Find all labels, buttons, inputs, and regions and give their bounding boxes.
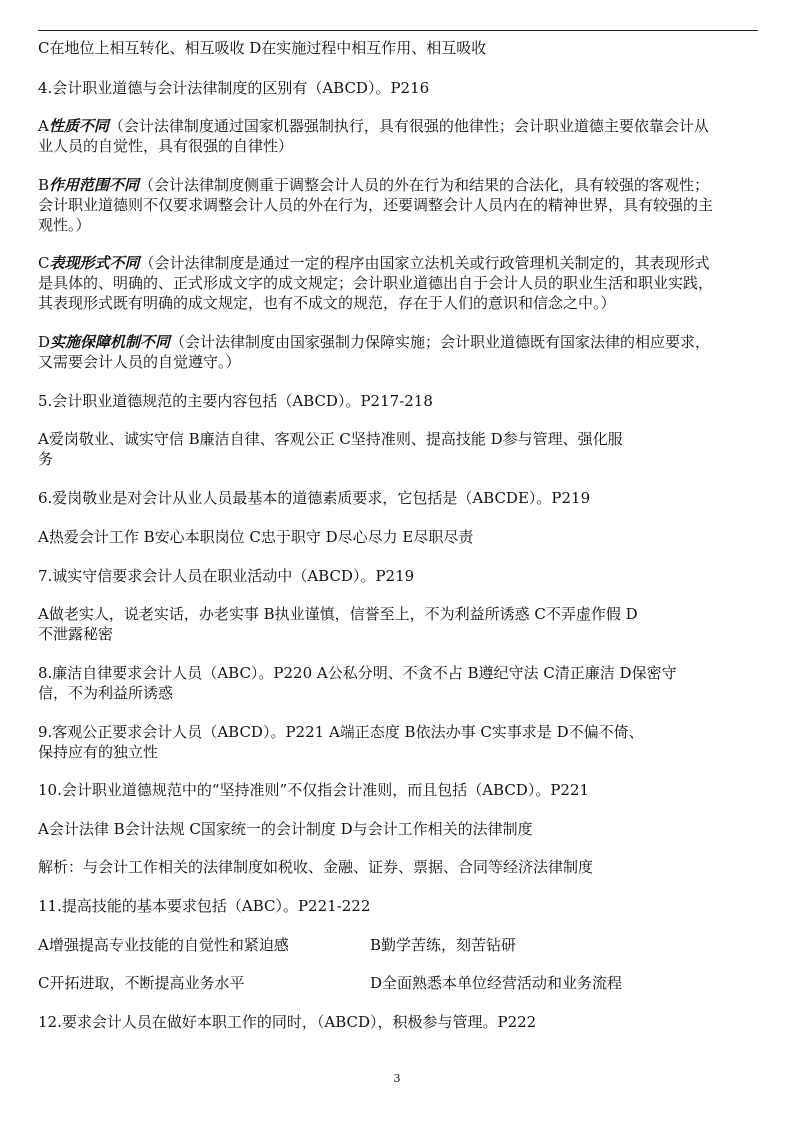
- question-8-text-continued: 信，不为利益所诱惑: [38, 684, 174, 702]
- question-6-options: [38, 527, 758, 547]
- question-4-option-d: [38, 332, 758, 372]
- question-10-options: [38, 819, 758, 839]
- question-4-option-b: [38, 175, 758, 235]
- question-9: [38, 722, 758, 762]
- question-10-text: 10.会计职业道德规范中的“坚持准则”不仅指会计准则，而且包括（ABCD）。P221: [38, 781, 590, 799]
- question-7: [38, 566, 758, 586]
- question-4-option-c: [38, 253, 758, 313]
- options-line-continued: 不泄露秘密: [38, 625, 114, 643]
- option-text-continued: 又需要会计人员的自觉遵守。）: [38, 353, 241, 371]
- question-6-text: 6.爱岗敬业是对会计从业人员最基本的道德素质要求，它包括是（ABCDE）。P219: [38, 489, 591, 507]
- option-label: A: [38, 117, 49, 135]
- question-8: [38, 663, 758, 703]
- question-9-text-continued: 保持应有的独立性: [38, 743, 159, 761]
- question-8-text: 8.廉洁自律要求会计人员（ABC）。P220 A公私分明、不贪不占 B遵纪守法 C清正廉洁 D保密守: [38, 664, 677, 682]
- question-11-options-cd: [38, 973, 758, 993]
- question-4-text: 4.会计职业道德与会计法律制度的区别有（ABCD）。P216: [38, 79, 430, 97]
- option-text-continued: 是具体的、明确的、正式形成文字的成文规定；会计职业道德出自于会计人员的职业生活和职业实践，: [38, 274, 714, 292]
- options-line: A会计法律 B会计法规 C国家统一的会计制度 D与会计工作相关的法律制度: [38, 820, 533, 838]
- option-d: D全面熟悉本单位经营活动和业务流程: [370, 974, 623, 992]
- option-text-continued: 业人员的自觉性，具有很强的自律性）: [38, 137, 294, 155]
- option-text: （会计法律制度是通过一定的程序由国家立法机关或行政管理机关制定的，其表现形式: [139, 254, 710, 272]
- option-keyword: 实施保障机制不同: [50, 333, 171, 351]
- option-label: B: [38, 176, 50, 194]
- page-number: 3: [393, 1072, 401, 1085]
- option-text-continued: 其表现形式既有明确的成文规定，也有不成文的规范，存在于人们的意识和信念之中。）: [38, 294, 616, 312]
- option-c: C开拓进取，不断提高业务水平: [38, 974, 245, 992]
- question-5-text: 5.会计职业道德规范的主要内容包括（ABCD）。P217-218: [38, 392, 433, 410]
- question-7-options: [38, 604, 758, 644]
- question-4: [38, 78, 758, 98]
- options-line: A做老实人，说老实话，办老实事 B执业谨慎，信誉至上，不为利益所诱惑 C不弄虚作假 D: [38, 605, 638, 623]
- option-text-continued: 会计职业道德则不仅要求调整会计人员的外在行为，还要调整会计人员内在的精神世界，具有较强的主: [38, 196, 714, 214]
- question-12: [38, 1012, 758, 1032]
- question-11-text: 11.提高技能的基本要求包括（ABC）。P221-222: [38, 897, 371, 915]
- question-10-note: [38, 857, 758, 877]
- option-label: D: [38, 333, 51, 351]
- option-text: （会计法律制度通过国家机器强制执行，具有很强的他律性；会计职业道德主要依靠会计从: [108, 117, 709, 135]
- options-line: A热爱会计工作 B安心本职岗位 C忠于职守 D尽心尽力 E尽职尽责: [38, 528, 474, 546]
- line-options-cd: C在地位上相互转化、相互吸收 D在实施过程中相互作用、相互吸收: [38, 39, 487, 57]
- options-line: A爱岗敬业、诚实守信 B廉洁自律、客观公正 C坚持准则、提高技能 D参与管理、强化服: [38, 430, 623, 448]
- question-10: [38, 780, 758, 800]
- question-5-options: [38, 429, 758, 469]
- question-6: [38, 488, 758, 508]
- header-rule: [38, 30, 758, 31]
- option-a: A增强提高专业技能的自觉性和紧迫感: [38, 936, 289, 954]
- option-keyword: 表现形式不同: [49, 254, 140, 272]
- question-11-options-ab: [38, 935, 758, 955]
- question-5: [38, 391, 758, 411]
- option-text: （会计法律制度由国家强制力保障实施；会计职业道德既有国家法律的相应要求，: [170, 333, 711, 351]
- question-4-option-a: [38, 116, 758, 156]
- option-keyword: 性质不同: [48, 117, 109, 135]
- analysis-note: 解析：与会计工作相关的法律制度如税收、金融、证券、票据、合同等经济法律制度: [38, 858, 594, 876]
- option-text-continued: 观性。）: [38, 216, 91, 234]
- text-line: [38, 38, 758, 58]
- option-text: （会计法律制度侧重于调整会计人员的外在行为和结果的合法化，具有较强的客观性；: [139, 176, 710, 194]
- option-b: B勤学苦练，刻苦钻研: [370, 936, 517, 954]
- option-label: C: [38, 254, 50, 272]
- option-keyword: 作用范围不同: [49, 176, 140, 194]
- question-9-text: 9.客观公正要求会计人员（ABCD）。P221 A端正态度 B依法办事 C实事求是 D不偏不倚、: [38, 723, 644, 741]
- question-7-text: 7.诚实守信要求会计人员在职业活动中（ABCD）。P219: [38, 567, 415, 585]
- question-12-text: 12.要求会计人员在做好本职工作的同时，（ABCD），积极参与管理。P222: [38, 1013, 537, 1031]
- options-line-continued: 务: [38, 450, 54, 468]
- question-11: [38, 896, 758, 916]
